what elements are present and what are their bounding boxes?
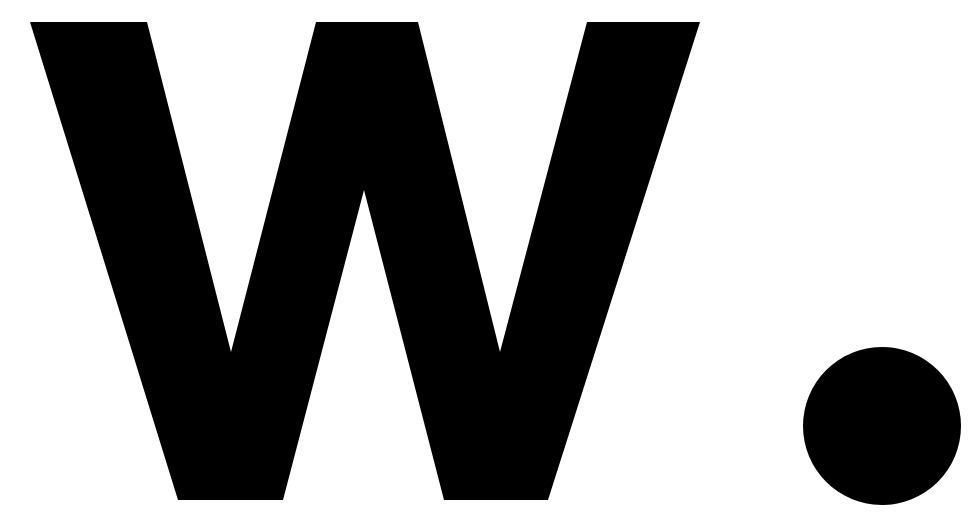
logo-period-dot xyxy=(803,347,961,505)
